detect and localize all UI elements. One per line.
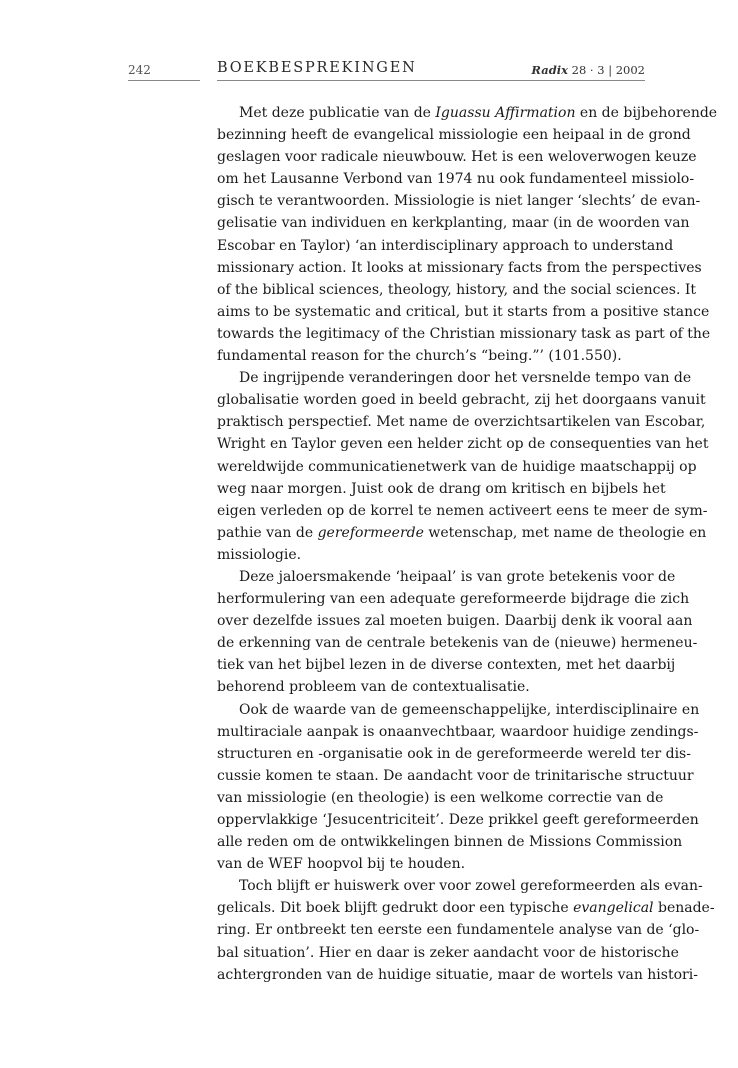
text-line: of the biblical sciences, theology, history, and the social sciences. It bbox=[217, 281, 697, 298]
header-rule-left bbox=[128, 80, 200, 81]
journal-reference bbox=[531, 63, 645, 77]
text-line: multiraciale aanpak is onaanvechtbaar, waardoor huidige zendings- bbox=[217, 723, 699, 740]
text-line: gelicals. Dit boek blijft gedrukt door een typische evangelical benade- bbox=[217, 900, 715, 917]
text-line: pathie van de gereformeerde wetenschap, met name de theologie en bbox=[217, 524, 707, 541]
text-line: bezinning heeft de evangelical missiologie een heipaal in de grond bbox=[217, 127, 691, 144]
text-line: tiek van het bijbel lezen in de diverse contexten, met het daarbij bbox=[217, 657, 676, 674]
text-line: praktisch perspectief. Met name de overzichtsartikelen van Escobar, bbox=[217, 414, 706, 431]
journal-issue: 28 · 3 | 2002 bbox=[571, 63, 645, 77]
text-line: geslagen voor radicale nieuwbouw. Het is een weloverwogen keuze bbox=[217, 149, 697, 166]
journal-name: Radix bbox=[531, 63, 568, 77]
text-line: De ingrijpende veranderingen door het versnelde tempo van de bbox=[239, 370, 692, 387]
paragraph bbox=[217, 699, 700, 876]
text-line: achtergronden van de huidige situatie, maar de wortels van histori- bbox=[217, 966, 698, 983]
text-line: wereldwijde communicatienetwerk van de huidige maatschappij op bbox=[217, 458, 697, 475]
text-line: Toch blijft er huiswerk over voor zowel gereformeerden als evan- bbox=[239, 878, 703, 895]
text-line: om het Lausanne Verbond van 1974 nu ook fundamenteel missiolo- bbox=[217, 171, 695, 188]
text-line: Deze jaloersmakende ‘heipaal’ is van grote betekenis voor de bbox=[239, 568, 676, 585]
paragraph bbox=[217, 102, 718, 367]
text-line: Escobar en Taylor) ‘an interdisciplinary approach to understand bbox=[217, 237, 674, 254]
italic-term: evangelical bbox=[573, 900, 654, 917]
header-rule bbox=[217, 80, 645, 81]
text-line: gisch te verantwoorden. Missiologie is niet langer ‘slechts’ de evan- bbox=[217, 193, 701, 210]
section-title: BOEKBESPREKINGEN bbox=[217, 60, 417, 76]
text-line: fundamental reason for the church’s “being.”’ (101.550). bbox=[217, 348, 622, 365]
text-line: herformulering van een adequate gereformeerde bijdrage die zich bbox=[217, 591, 690, 608]
text-line: cussie komen te staan. De aandacht voor de trinitarische structuur bbox=[217, 767, 694, 784]
text-line: Met deze publicatie van de Iguassu Affirmation en de bijbehorende bbox=[239, 105, 718, 121]
text-line: oppervlakkige ‘Jesucentriciteit’. Deze prikkel geeft gereformeerden bbox=[217, 812, 699, 828]
text-line: missiologie. bbox=[217, 546, 302, 563]
running-header bbox=[0, 60, 738, 82]
text-line: globalisatie worden goed in beeld gebracht, zij het doorgaans vanuit bbox=[217, 392, 706, 409]
text-line: aims to be systematic and critical, but it starts from a positive stance bbox=[217, 303, 710, 320]
text-line: weg naar morgen. Juist ook de drang om kritisch en bijbels het bbox=[217, 480, 666, 497]
paragraph bbox=[217, 367, 709, 566]
text-line: de erkenning van de centrale betekenis van de (nieuwe) hermeneu- bbox=[217, 635, 698, 652]
paragraph bbox=[217, 566, 698, 699]
italic-term: Iguassu Affirmation bbox=[435, 105, 576, 121]
text-line: van missiologie (en theologie) is een welkome correctie van de bbox=[217, 789, 664, 806]
text-line: behorend probleem van de contextualisatie. bbox=[217, 679, 530, 696]
text-line: gelisatie van individuen en kerkplanting, maar (in de woorden van bbox=[217, 215, 690, 232]
text-line: alle reden om de ontwikkelingen binnen de Missions Commission bbox=[217, 834, 683, 851]
text-line: Wright en Taylor geven een helder zicht op de consequenties van het bbox=[217, 436, 709, 453]
text-line: over dezelfde issues zal moeten buigen. Daarbij denk ik vooral aan bbox=[217, 613, 693, 630]
text-line: missionary action. It looks at missionary facts from the perspectives bbox=[217, 259, 702, 276]
text-line: van de WEF hoopvol bij te houden. bbox=[217, 856, 466, 873]
text-line: structuren en -organisatie ook in de gereformeerde wereld ter dis- bbox=[217, 745, 691, 762]
article-body bbox=[217, 102, 718, 986]
text-line: bal situation’. Hier en daar is zeker aandacht voor de historische bbox=[217, 944, 679, 961]
text-line: towards the legitimacy of the Christian missionary task as part of the bbox=[217, 325, 711, 342]
text-line: eigen verleden op de korrel te nemen activeert eens te meer de sym- bbox=[217, 502, 708, 519]
italic-term: gereformeerde bbox=[317, 524, 424, 541]
text-line: Ook de waarde van de gemeenschappelijke, interdisciplinaire en bbox=[239, 701, 700, 718]
paragraph bbox=[217, 875, 715, 985]
text-line: ring. Er ontbreekt ten eerste een fundamentele analyse van de ‘glo- bbox=[217, 922, 700, 939]
page-number: 242 bbox=[128, 63, 151, 77]
